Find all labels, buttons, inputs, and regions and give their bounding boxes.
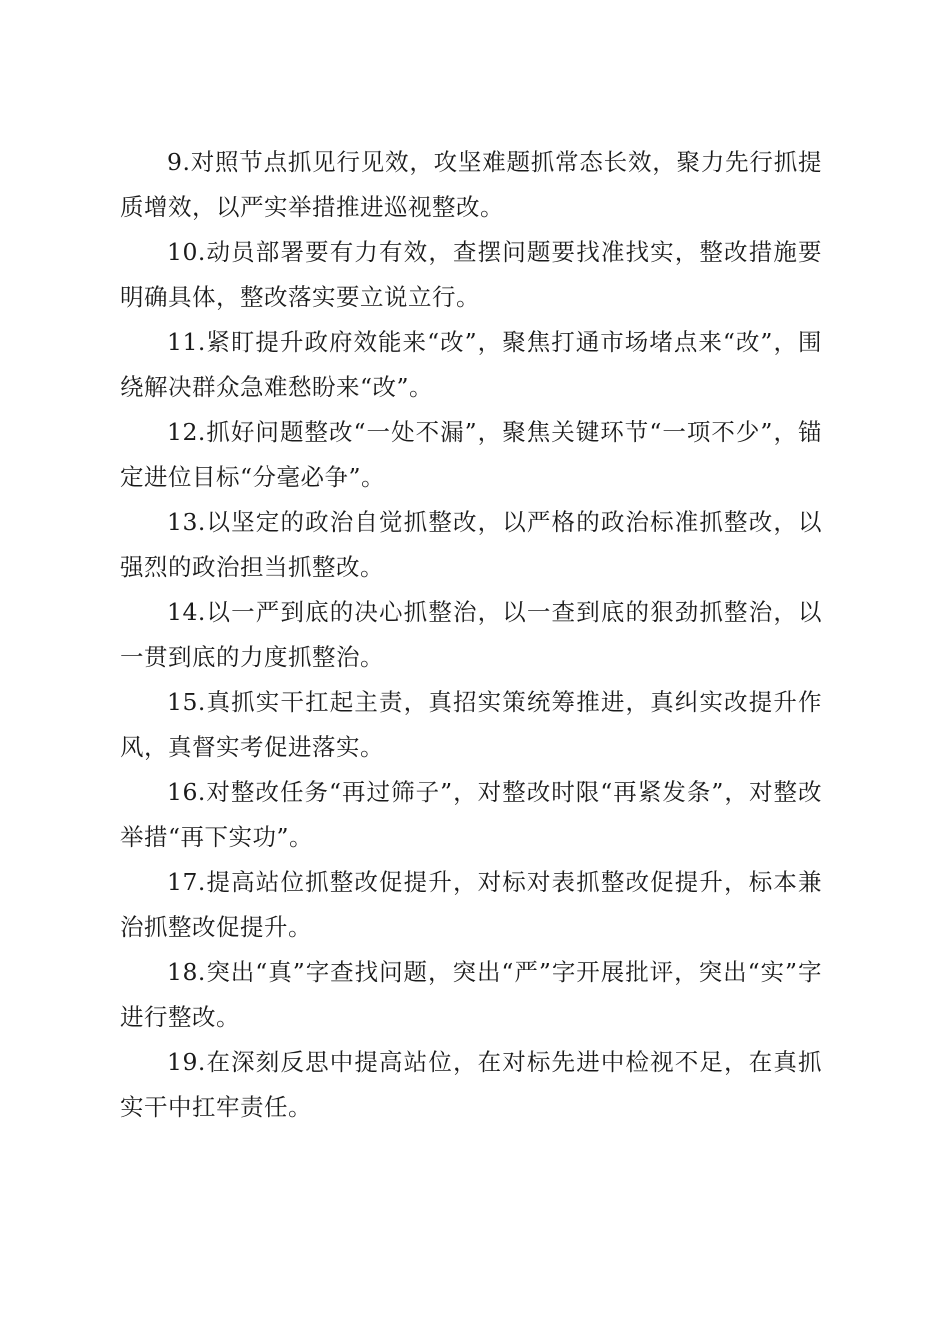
list-item-14: 14.以一严到底的决心抓整治，以一查到底的狠劲抓整治，以一贯到底的力度抓整治。: [120, 598, 822, 671]
list-item-12: 12.抓好问题整改“一处不漏”，聚焦关键环节“一项不少”，锚定进位目标“分毫必争”。: [120, 418, 822, 491]
list-item-18: 18.突出“真”字查找问题，突出“严”字开展批评，突出“实”字进行整改。: [120, 958, 822, 1031]
list-item-17: 17.提高站位抓整改促提升，对标对表抓整改促提升，标本兼治抓整改促提升。: [120, 868, 822, 941]
list-item-16: 16.对整改任务“再过筛子”，对整改时限“再紧发条”，对整改举措“再下实功”。: [120, 778, 822, 851]
list-item-15: 15.真抓实干扛起主责，真招实策统筹推进，真纠实改提升作风，真督实考促进落实。: [120, 688, 822, 761]
list-item-9: 9.对照节点抓见行见效，攻坚难题抓常态长效，聚力先行抓提质增效，以严实举措推进巡视整改。: [120, 148, 822, 221]
document-body: [120, 140, 822, 1130]
list-item-13: 13.以坚定的政治自觉抓整改，以严格的政治标准抓整改，以强烈的政治担当抓整改。: [120, 508, 822, 581]
list-item-11: 11.紧盯提升政府效能来“改”，聚焦打通市场堵点来“改”，围绕解决群众急难愁盼来“改”。: [120, 328, 822, 401]
list-item-19: 19.在深刻反思中提高站位，在对标先进中检视不足，在真抓实干中扛牢责任。: [120, 1048, 822, 1121]
list-item-10: 10.动员部署要有力有效，查摆问题要找准找实，整改措施要明确具体，整改落实要立说立行。: [120, 238, 822, 311]
